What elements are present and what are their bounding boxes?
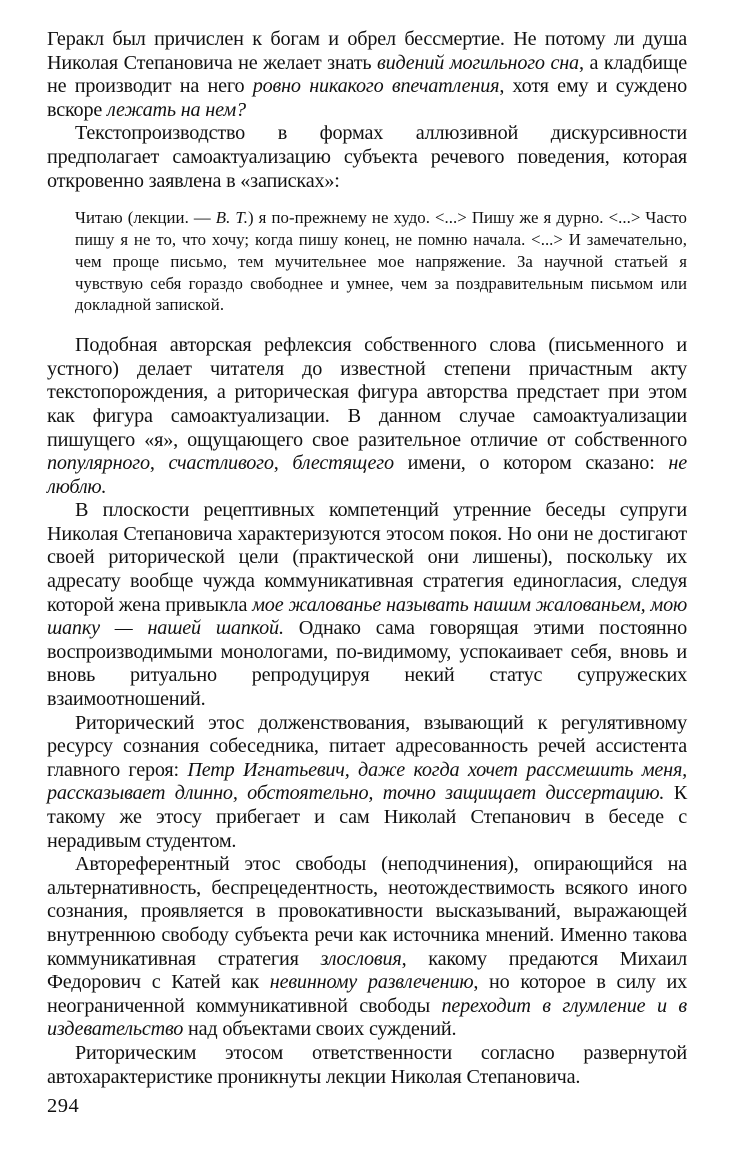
italic-text: злословия bbox=[320, 947, 402, 970]
text-run: В плоскости рецептивных компетенций утренние беседы супруги Николая Степановича характеризуются этосом покоя. Но они не достигают своей риторической цели (практической они лишены), поскольку их адресату вообще чужда коммуникативная стратегия единогласия, следуя которой жена привыкла bbox=[47, 499, 687, 616]
body-text-top bbox=[47, 28, 687, 193]
text-run: , но которое в силу их неограниченной коммуникативной свободы bbox=[47, 971, 687, 1017]
italic-text: мое жалованье называть нашим жалованьем, мою шапку — нашей шапкой. bbox=[47, 593, 687, 640]
italic-text: видений могильного сна bbox=[377, 51, 579, 74]
italic-text: ровно никакого впечатления bbox=[252, 75, 500, 98]
text-run: Однако сама говорящая этими постоянно воспроизводимыми монологами, по-видимому, успокаивает себя, вновь и вновь ритуально репродуцируя некий статус супружеских взаимоотношений. bbox=[47, 617, 687, 711]
paragraph bbox=[47, 712, 687, 854]
document-page bbox=[47, 28, 687, 1089]
italic-text: Петр Игнатьевич, даже когда хочет рассмешить меня, рассказывает длинно, обстоятельно, точно защищает диссертацию. bbox=[47, 758, 687, 805]
block-quote bbox=[47, 207, 687, 316]
text-run: имени, о котором сказано: bbox=[393, 452, 669, 475]
paragraph bbox=[47, 122, 687, 193]
italic-text: не люблю. bbox=[47, 452, 687, 498]
body-text-bottom bbox=[47, 334, 687, 1089]
text-run: Подобная авторская рефлексия собственного слова (письменного и устного) делает читателя до известной степени причастным акту текстопорождения, а риторическая фигура авторства предстает при этом как фигура самоактуализации. В данном случае самоактуализации пишущего «я», ощущающего свое разительное отличие от собственного bbox=[47, 334, 687, 451]
text-run: , а кладбище не производит на него bbox=[47, 51, 687, 98]
italic-text: переходит в глумление и в издевательство bbox=[47, 994, 687, 1041]
text-run: Геракл был причислен к богам и обрел бессмертие. Не потому ли душа Николая Степановича не желает знать bbox=[47, 28, 687, 74]
italic-text: невинному развлечению bbox=[269, 971, 474, 994]
text-run: Читаю (лекции. — bbox=[75, 208, 216, 228]
italic-text: популярного bbox=[47, 452, 150, 475]
paragraph bbox=[47, 1042, 687, 1089]
paragraph bbox=[47, 499, 687, 711]
paragraph bbox=[47, 334, 687, 499]
paragraph bbox=[47, 28, 687, 122]
paragraph bbox=[47, 853, 687, 1042]
text-run: , bbox=[273, 452, 293, 475]
text-run: Риторическим этосом ответственности согласно развернутой автохарактеристике проникнуты лекции Николая Степановича. bbox=[47, 1041, 687, 1088]
italic-text: счастливого bbox=[168, 452, 274, 475]
text-run: Риторический этос долженствования, взывающий к регулятивному ресурсу сознания собеседника, питает адресованность речей ассистента главного героя: bbox=[47, 711, 687, 781]
text-run: ) я по-прежнему не худо. <...> Пишу же я дурно. <...> Часто пишу я не то, что хочу; когда пишу конец, не помню начала. <...> И замечательно, чем проще письмо, тем мучительнее мое напряжение. За научной статьей я чувствую себя гораздо свободнее и умнее, чем за поздравительным письмом или докладной запиской. bbox=[75, 208, 687, 315]
text-run: над объектами своих суждений. bbox=[183, 1018, 457, 1041]
page-number: 294 bbox=[47, 1095, 80, 1117]
text-run: Текстопроизводство в формах аллюзивной дискурсивности предполагает самоактуализацию субъекта речевого поведения, которая откровенно заявлена в «записках»: bbox=[47, 122, 687, 192]
text-run: К такому же этосу прибегает и сам Николай Степанович в беседе с нерадивым студентом. bbox=[47, 782, 687, 852]
text-run: , какому предаются Михаил Федорович с Катей как bbox=[47, 947, 687, 994]
italic-text: В. Т. bbox=[215, 208, 248, 228]
text-run: , хотя ему и суждено вскоре bbox=[47, 75, 687, 121]
italic-text: блестящего bbox=[292, 452, 394, 475]
text-run: Автореферентный этос свободы (неподчинения), опирающийся на альтернативность, беспрецедентность, неотождествимость всякого иного сознания, проявляется в провокативности высказываний, выражающей внутреннюю свободу субъекта речи как источника мнений. Именно такова коммуникативная стратегия bbox=[47, 853, 687, 970]
text-run: , bbox=[149, 452, 169, 475]
italic-text: лежать на нем? bbox=[106, 98, 246, 121]
